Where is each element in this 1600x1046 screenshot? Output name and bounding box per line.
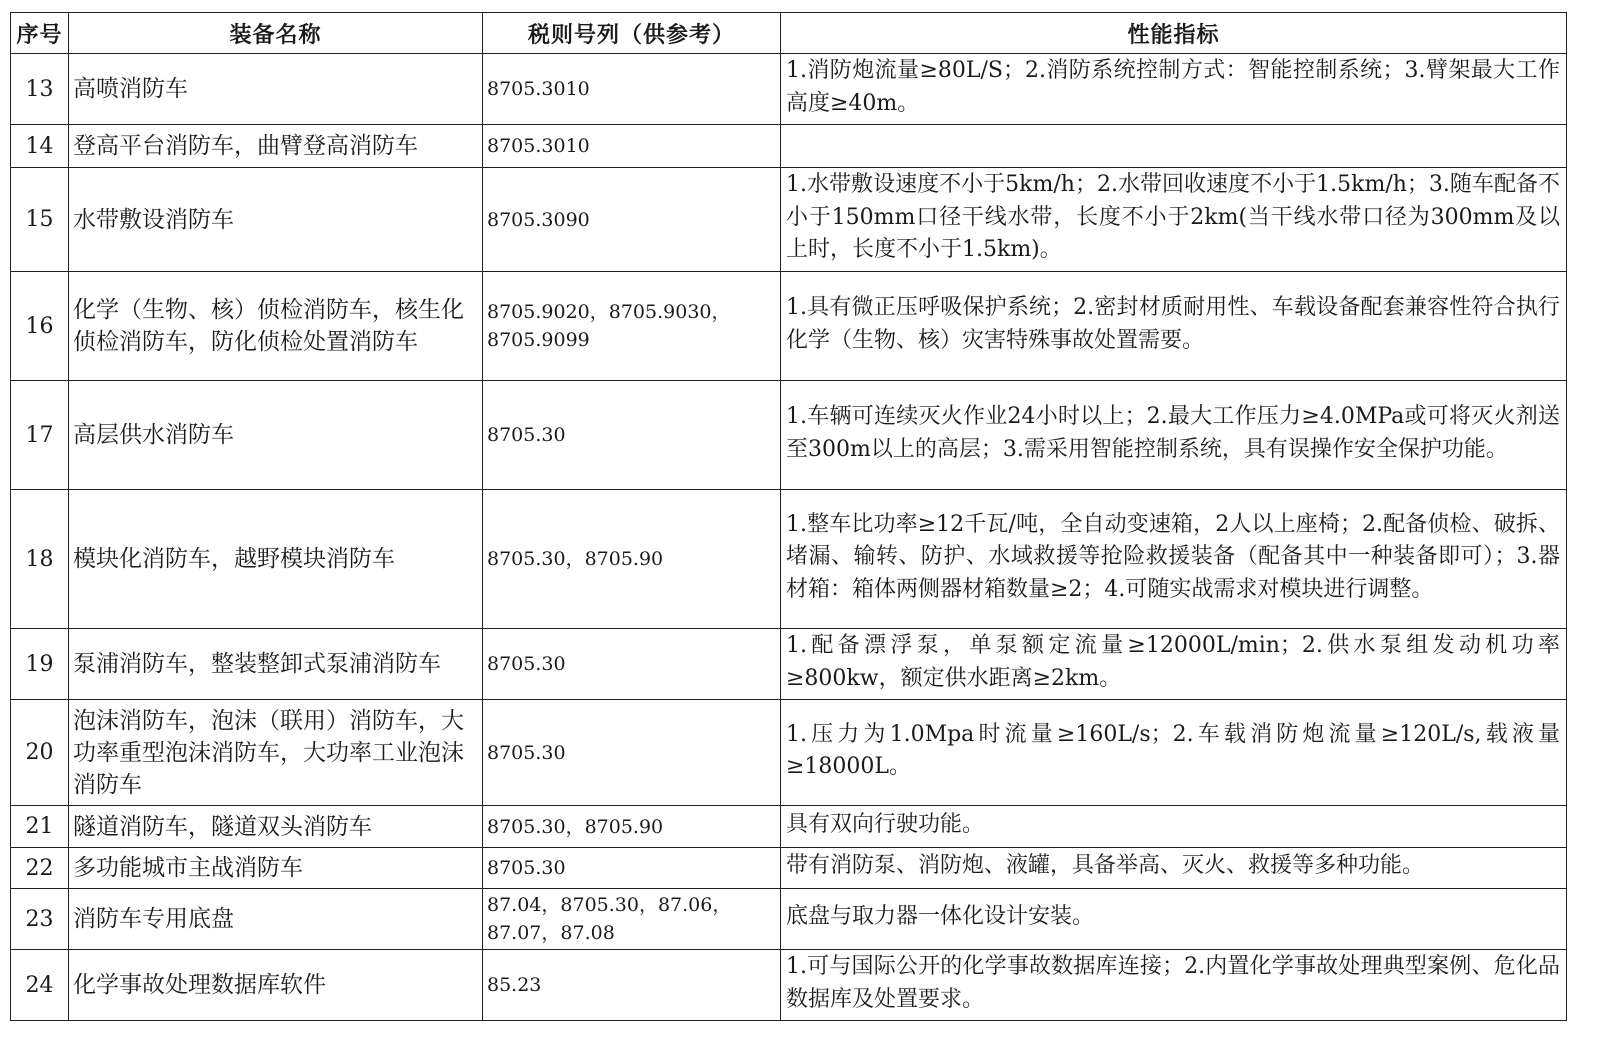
row-perf: 1.消防炮流量≥80L/S；2.消防系统控制方式：智能控制系统；3.臂架最大工作高度≥40m。 [781, 54, 1567, 125]
row-seq: 20 [11, 700, 69, 806]
row-seq: 13 [11, 54, 69, 125]
table-row [11, 272, 1567, 381]
table-row [11, 168, 1567, 272]
row-perf: 带有消防泵、消防炮、液罐，具备举高、灭火、救援等多种功能。 [781, 848, 1567, 889]
table-row [11, 629, 1567, 700]
row-seq: 21 [11, 806, 69, 848]
table-row [11, 848, 1567, 889]
row-seq: 19 [11, 629, 69, 700]
header-perf: 性能指标 [781, 13, 1567, 54]
row-perf: 1.可与国际公开的化学事故数据库连接；2.内置化学事故处理典型案例、危化品数据库及处置要求。 [781, 950, 1567, 1021]
table-row [11, 490, 1567, 629]
row-perf: 具有双向行驶功能。 [781, 806, 1567, 848]
row-name: 化学事故处理数据库软件 [69, 950, 483, 1021]
table-row [11, 806, 1567, 848]
row-code: 8705.30，8705.90 [483, 806, 781, 848]
row-code: 8705.30 [483, 381, 781, 490]
header-name: 装备名称 [69, 13, 483, 54]
header-code: 税则号列（供参考） [483, 13, 781, 54]
row-code: 8705.9020，8705.9030，8705.9099 [483, 272, 781, 381]
row-perf: 1.水带敷设速度不小于5km/h；2.水带回收速度不小于1.5km/h；3.随车配备不小于150mm口径干线水带，长度不小于2km(当干线水带口径为300mm及以上时，长度不小于1.5km)。 [781, 168, 1567, 272]
row-perf: 1.具有微正压呼吸保护系统；2.密封材质耐用性、车载设备配套兼容性符合执行化学（生物、核）灾害特殊事故处置需要。 [781, 272, 1567, 381]
table-row [11, 54, 1567, 125]
row-seq: 14 [11, 125, 69, 168]
row-code: 8705.3010 [483, 54, 781, 125]
row-perf: 1.整车比功率≥12千瓦/吨，全自动变速箱，2人以上座椅；2.配备侦检、破拆、堵漏、输转、防护、水域救援等抢险救援装备（配备其中一种装备即可）；3.器材箱：箱体两侧器材箱数量≥2；4.可随实战需求对模块进行调整。 [781, 490, 1567, 629]
row-code: 85.23 [483, 950, 781, 1021]
row-name: 化学（生物、核）侦检消防车，核生化侦检消防车，防化侦检处置消防车 [69, 272, 483, 381]
row-name: 泡沫消防车，泡沫（联用）消防车，大功率重型泡沫消防车，大功率工业泡沫消防车 [69, 700, 483, 806]
table-row [11, 700, 1567, 806]
row-seq: 18 [11, 490, 69, 629]
row-name: 高喷消防车 [69, 54, 483, 125]
row-name: 多功能城市主战消防车 [69, 848, 483, 889]
equipment-table [10, 12, 1567, 1021]
header-row [11, 13, 1567, 54]
row-perf [781, 125, 1567, 168]
row-seq: 23 [11, 889, 69, 950]
row-name: 消防车专用底盘 [69, 889, 483, 950]
row-code: 87.04，8705.30，87.06，87.07，87.08 [483, 889, 781, 950]
row-code: 8705.30 [483, 629, 781, 700]
row-perf: 1.车辆可连续灭火作业24小时以上；2.最大工作压力≥4.0MPa或可将灭火剂送至300m以上的高层；3.需采用智能控制系统，具有误操作安全保护功能。 [781, 381, 1567, 490]
table-row [11, 950, 1567, 1021]
row-code: 8705.3090 [483, 168, 781, 272]
table-row [11, 125, 1567, 168]
row-code: 8705.30 [483, 700, 781, 806]
row-name: 登高平台消防车，曲臂登高消防车 [69, 125, 483, 168]
equipment-spec-sheet [10, 12, 1567, 1021]
row-code: 8705.30 [483, 848, 781, 889]
table-row [11, 889, 1567, 950]
row-code: 8705.3010 [483, 125, 781, 168]
row-perf: 1.压力为1.0Mpa时流量≥160L/s；2.车载消防炮流量≥120L/s,载液量≥18000L。 [781, 700, 1567, 806]
row-name: 高层供水消防车 [69, 381, 483, 490]
row-name: 隧道消防车，隧道双头消防车 [69, 806, 483, 848]
row-perf: 底盘与取力器一体化设计安装。 [781, 889, 1567, 950]
row-name: 泵浦消防车，整装整卸式泵浦消防车 [69, 629, 483, 700]
row-seq: 24 [11, 950, 69, 1021]
row-code: 8705.30，8705.90 [483, 490, 781, 629]
row-seq: 17 [11, 381, 69, 490]
row-name: 水带敷设消防车 [69, 168, 483, 272]
header-seq: 序号 [11, 13, 69, 54]
row-seq: 22 [11, 848, 69, 889]
row-seq: 16 [11, 272, 69, 381]
table-row [11, 381, 1567, 490]
row-perf: 1.配备漂浮泵，单泵额定流量≥12000L/min；2.供水泵组发动机功率≥800kw，额定供水距离≥2km。 [781, 629, 1567, 700]
row-name: 模块化消防车，越野模块消防车 [69, 490, 483, 629]
row-seq: 15 [11, 168, 69, 272]
